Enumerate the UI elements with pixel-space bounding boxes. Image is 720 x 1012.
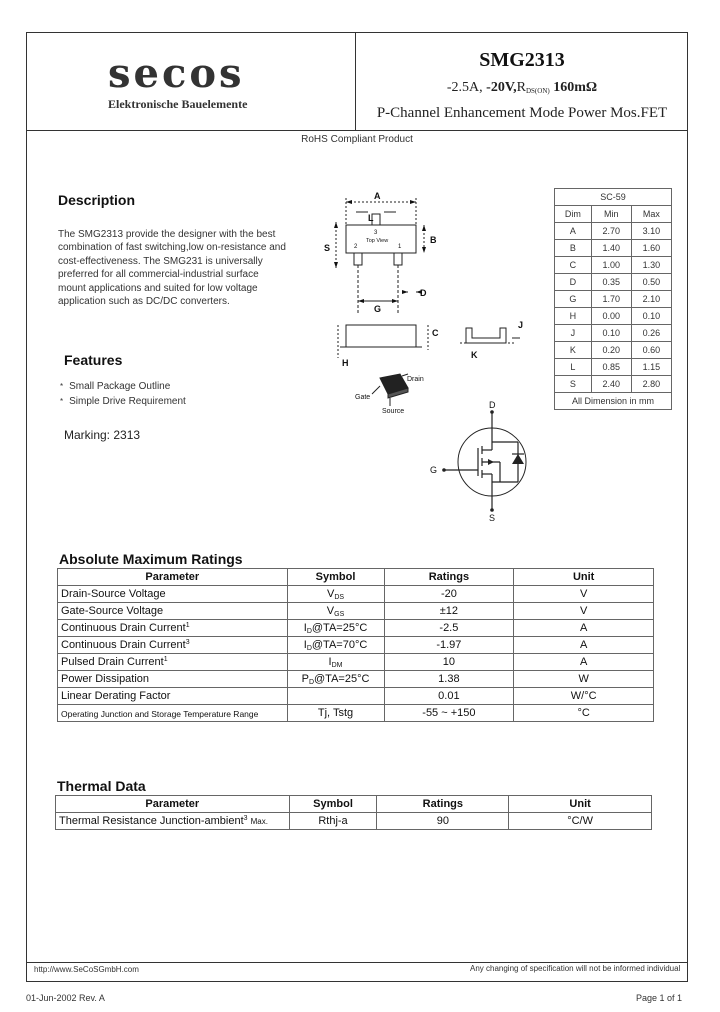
symbol-text: Tj, Tstg — [317, 706, 354, 719]
unit-cell: A — [514, 654, 654, 671]
symbol-text: I — [328, 655, 332, 668]
dim-row — [555, 359, 672, 376]
symbol-sub: DM — [331, 661, 343, 669]
thermal-heading: Thermal Data — [57, 778, 146, 794]
footer-date: 01-Jun-2002 Rev. A — [26, 993, 105, 1003]
param-cell — [58, 671, 288, 688]
param-cell — [58, 705, 288, 722]
symbol-cond: @TA=70°C — [311, 638, 368, 651]
thermal-row — [56, 813, 652, 830]
param-cell — [58, 620, 288, 637]
dim-cell: 0.50 — [631, 274, 671, 291]
label-top-view: Top View — [366, 238, 389, 244]
abs-max-header: Parameter — [58, 569, 288, 586]
dim-cell: S — [555, 376, 592, 393]
param-cell — [58, 688, 288, 705]
dim-header: Max — [631, 206, 671, 223]
param-qualifier: Max. — [250, 817, 268, 826]
dim-cell: D — [555, 274, 592, 291]
dim-cell: 3.10 — [631, 223, 671, 240]
part-number: SMG2313 — [479, 49, 565, 71]
dim-cell: G — [555, 291, 592, 308]
pin2-lead — [394, 253, 402, 265]
label-pin1: 1 — [398, 244, 402, 250]
symbol-cell — [287, 671, 384, 688]
unit-cell: V — [514, 603, 654, 620]
spec-current: -2.5A, — [446, 80, 487, 95]
dim-cell: 1.60 — [631, 240, 671, 257]
param-note: 3 — [243, 815, 248, 822]
dim-cell: J — [555, 325, 592, 342]
abs-max-heading: Absolute Maximum Ratings — [59, 551, 243, 567]
dim-row — [555, 342, 672, 359]
side-body — [346, 325, 416, 347]
param-note: 3 — [185, 639, 190, 646]
dim-cell: 1.40 — [591, 240, 631, 257]
abs-max-row — [58, 671, 654, 688]
thermal-header: Ratings — [377, 796, 509, 813]
dim-cell: B — [555, 240, 592, 257]
abs-max-header: Ratings — [384, 569, 514, 586]
symbol-text: I — [303, 621, 307, 634]
dim-cell: 1.30 — [631, 257, 671, 274]
rating-cell: -55 ~ +150 — [384, 705, 514, 722]
symbol-cell — [287, 688, 384, 705]
dimension-footer: All Dimension in mm — [555, 393, 672, 410]
param-text: Gate-Source Voltage — [61, 605, 164, 617]
rating-cell: 10 — [384, 654, 514, 671]
dim-row — [555, 308, 672, 325]
unit-cell: W — [514, 671, 654, 688]
param-cell — [58, 586, 288, 603]
symbol-cell — [287, 705, 384, 722]
marking-label: Marking: — [64, 428, 111, 442]
symbol-cond: @TA=25°C — [314, 672, 370, 685]
symbol-sub: DS — [334, 593, 345, 601]
company-logo: secos — [108, 50, 245, 97]
mini-gate: Gate — [355, 394, 371, 401]
description-line: preferred for all commercial-industrial surface — [58, 269, 259, 281]
unit-cell: A — [514, 637, 654, 654]
label-d: D — [420, 288, 427, 298]
abs-max-header: Unit — [514, 569, 654, 586]
dim-cell: 2.10 — [631, 291, 671, 308]
param-cell — [58, 637, 288, 654]
symbol-gate-label: G — [430, 465, 438, 475]
label-b: B — [430, 235, 437, 245]
description-heading: Description — [58, 192, 136, 208]
footer-divider — [26, 962, 688, 963]
label-a: A — [374, 191, 381, 201]
abs-max-row — [58, 586, 654, 603]
label-h: H — [342, 358, 349, 368]
abs-max-header: Symbol — [287, 569, 384, 586]
dim-header: Min — [591, 206, 631, 223]
description-line: combination of fast switching,low on-resistance and — [58, 242, 286, 254]
symbol-text: P — [301, 672, 309, 685]
page-frame — [26, 32, 688, 982]
features-heading: Features — [64, 352, 123, 368]
header-divider — [26, 130, 688, 131]
dim-cell: 0.10 — [591, 325, 631, 342]
spec-resistance: 160mΩ — [549, 80, 598, 95]
dim-header: Dim — [555, 206, 592, 223]
dim-cell: 2.80 — [631, 376, 671, 393]
thermal-table — [55, 795, 652, 830]
rating-cell: -20 — [384, 586, 514, 603]
symbol-cell — [287, 637, 384, 654]
dim-cell: 1.00 — [591, 257, 631, 274]
marking — [64, 428, 140, 442]
abs-max-row — [58, 705, 654, 722]
symbol-text: V — [326, 587, 335, 600]
dim-cell: A — [555, 223, 592, 240]
symbol-cell — [287, 620, 384, 637]
feature-item: * Small Package Outline — [60, 379, 186, 394]
label-l: L — [368, 213, 374, 223]
unit-cell: A — [514, 620, 654, 637]
rating-cell: 90 — [377, 813, 509, 830]
spec-rds-sub: DS(ON) — [525, 87, 550, 95]
param-text: Continuous Drain Current — [61, 622, 186, 634]
features-list — [60, 379, 186, 409]
dim-cell: 0.35 — [591, 274, 631, 291]
footer-url[interactable]: http://www.SeCoSGmbH.com — [34, 965, 139, 974]
label-g: G — [374, 304, 382, 314]
dim-row — [555, 325, 672, 342]
description-line: The SMG2313 provide the designer with the best — [58, 229, 276, 240]
dim-cell: 1.70 — [591, 291, 631, 308]
mini-drain: Drain — [407, 376, 424, 383]
description-line: cost-effectiveness. The SMG231 is universally — [58, 255, 263, 267]
abs-max-row — [58, 654, 654, 671]
mini-source: Source — [382, 408, 405, 415]
symbol-source-label: S — [489, 513, 496, 523]
logo-subtitle: Elektronische Bauelemente — [108, 97, 248, 111]
label-k: K — [471, 350, 478, 360]
rating-cell: -1.97 — [384, 637, 514, 654]
spec-voltage: -20V, — [486, 80, 517, 95]
rohs-label: RoHS Compliant Product — [301, 134, 413, 145]
unit-cell: °C/W — [509, 813, 652, 830]
dim-cell: 0.00 — [591, 308, 631, 325]
dim-cell: 0.60 — [631, 342, 671, 359]
description-line: mount applications and suited for low voltage — [58, 282, 258, 294]
unit-cell: W/°C — [514, 688, 654, 705]
symbol-text: I — [303, 638, 307, 651]
dim-row — [555, 274, 672, 291]
dim-cell: 0.10 — [631, 308, 671, 325]
dimension-table — [554, 188, 672, 410]
dim-cell: 2.70 — [591, 223, 631, 240]
symbol-sub: D — [306, 644, 312, 652]
symbol-cell — [287, 603, 384, 620]
param-note: 1 — [185, 622, 190, 629]
footer-notice: Any changing of specification will not be informed individual — [470, 964, 681, 973]
dim-cell: 0.85 — [591, 359, 631, 376]
param-text: Continuous Drain Current — [61, 639, 186, 651]
abs-max-row — [58, 637, 654, 654]
param-cell — [58, 654, 288, 671]
dim-row — [555, 223, 672, 240]
label-pin2: 2 — [354, 244, 358, 250]
symbol-cell — [287, 654, 384, 671]
unit-cell: °C — [514, 705, 654, 722]
symbol-sub: D — [308, 678, 315, 686]
param-text: Pulsed Drain Current — [61, 656, 164, 668]
unit-cell: V — [514, 586, 654, 603]
footer-page: Page 1 of 1 — [636, 993, 683, 1003]
dim-cell: L — [555, 359, 592, 376]
param-cell — [58, 603, 288, 620]
dimension-table-title: SC-59 — [555, 189, 672, 206]
symbol-cell: Rthj-a — [289, 813, 377, 830]
abs-max-table — [57, 568, 654, 722]
symbol-cell — [287, 586, 384, 603]
label-pin3: 3 — [374, 230, 378, 236]
description-text — [58, 228, 308, 308]
end-view — [466, 328, 506, 343]
label-j: J — [518, 320, 524, 330]
abs-max-row — [58, 688, 654, 705]
abs-max-row — [58, 603, 654, 620]
label-s: S — [324, 243, 331, 253]
dim-cell: K — [555, 342, 592, 359]
rating-cell: 1.38 — [384, 671, 514, 688]
thermal-header: Symbol — [289, 796, 377, 813]
dim-cell: 2.40 — [591, 376, 631, 393]
dim-row — [555, 257, 672, 274]
param-text: Linear Derating Factor — [61, 690, 171, 702]
rating-cell: ±12 — [384, 603, 514, 620]
package-outline-drawing — [316, 188, 546, 368]
spec-line — [356, 80, 688, 96]
dim-cell: H — [555, 308, 592, 325]
label-c: C — [432, 328, 439, 338]
dim-cell: C — [555, 257, 592, 274]
description-line: application such as DC/DC converters. — [58, 296, 230, 308]
rating-cell: -2.5 — [384, 620, 514, 637]
dim-cell: 0.20 — [591, 342, 631, 359]
symbol-cond: @TA=25°C — [311, 621, 368, 634]
mosfet-symbol — [426, 398, 546, 524]
symbol-text: V — [326, 604, 335, 617]
param-cell — [56, 813, 290, 830]
dim-row — [555, 240, 672, 257]
symbol-sub: D — [306, 627, 312, 635]
thermal-header: Parameter — [56, 796, 290, 813]
param-text: Operating Junction and Storage Temperature Range — [61, 708, 259, 719]
dim-row — [555, 376, 672, 393]
dim-cell: 1.15 — [631, 359, 671, 376]
param-text: Power Dissipation — [61, 673, 150, 685]
dim-row — [555, 291, 672, 308]
param-text: Thermal Resistance Junction-ambient — [59, 815, 244, 827]
abs-max-row — [58, 620, 654, 637]
feature-item: * Simple Drive Requirement — [60, 394, 186, 409]
spec-rds: R — [516, 80, 526, 95]
rating-cell: 0.01 — [384, 688, 514, 705]
device-title: P-Channel Enhancement Mode Power Mos.FET — [376, 105, 668, 121]
dim-cell: 0.26 — [631, 325, 671, 342]
symbol-drain-label: D — [489, 400, 496, 410]
pin1-lead — [354, 253, 362, 265]
param-note: 1 — [163, 656, 168, 663]
symbol-sub: GS — [334, 610, 345, 618]
marking-value: 2313 — [113, 428, 141, 442]
param-text: Drain-Source Voltage — [61, 588, 166, 600]
thermal-header: Unit — [509, 796, 652, 813]
